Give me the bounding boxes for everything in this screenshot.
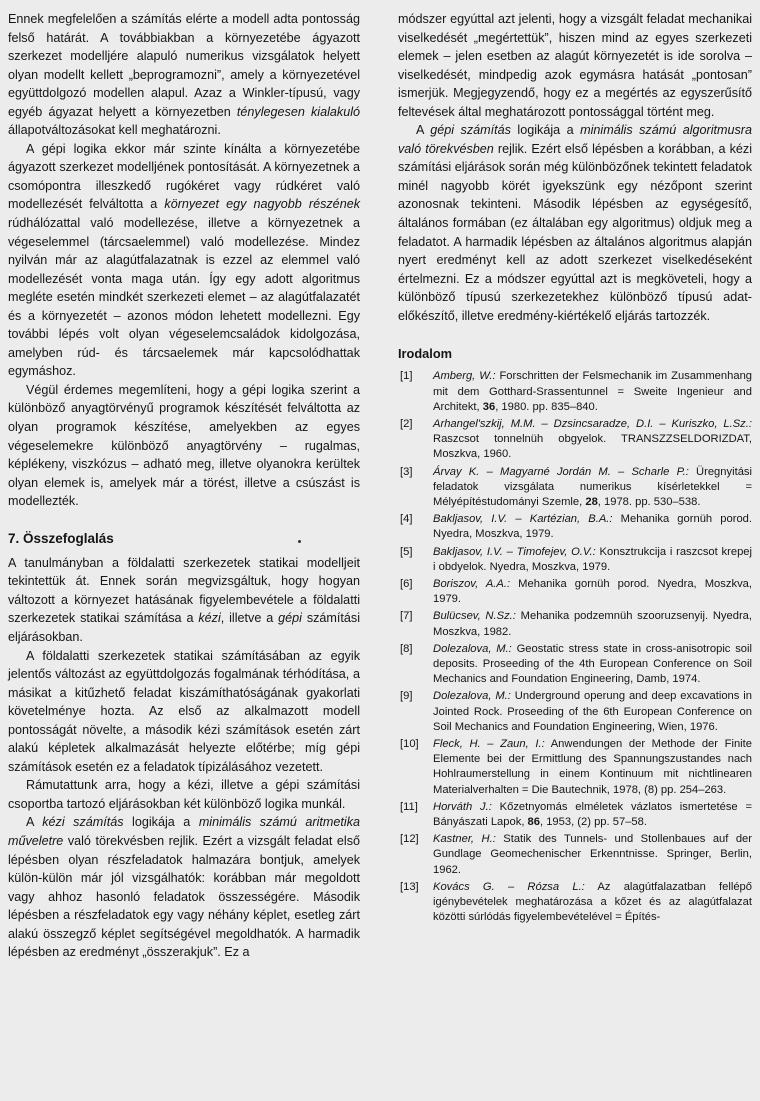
reference-number: [5] xyxy=(400,545,413,558)
reference-tail: , 1978. pp. 530–538. xyxy=(597,495,701,508)
text-run: A tanulmányban a földalatti szerkezetek statikai modelljeit tekintettük át. Ennek során megvizsgáltuk, hogy hogyan változott a környezet hatásának figyelembevétele a földalatti szerkezetek statikai számítása a xyxy=(8,555,360,626)
reference-text: Statik des Tunnels- und Stollenbaues auf der Gundlage Geomechenischer Erkenntnisse. Springer, Berlin, 1962. xyxy=(433,833,753,876)
reference-volume: 36 xyxy=(482,400,496,413)
reference-item xyxy=(398,880,752,926)
reference-text: Raszcsot tonnelnüh obgyelok. TRANSZZSELDORIZDAT, Moszkva, 1960. xyxy=(433,433,752,461)
reference-tail: , 1953, (2) pp. 57–58. xyxy=(539,815,647,828)
paragraph: A földalatti szerkezetek statikai számításában az egyik jelentős változást az együttdolgozás fogalmának térhódítása, a másikat a kitűzhető feladat kiszámíthatóságának gyakorlati követelménye hozta. Az első az alkalmazott modell pontosságát növelte, a második kézi számítások esetén zárt alakú képletek alkalmazását helyezte előtérbe; míg gépi számítások esetén ez a feladatok típizálásához vezetett. xyxy=(8,648,360,774)
reference-number: [8] xyxy=(400,642,413,655)
reference-author: Kovács G. – Rózsa L.: xyxy=(433,880,585,893)
reference-number: [3] xyxy=(400,465,413,478)
reference-text: Forschritten der Felsmechanik im Zusammenhang mit dem Gotthard-Srassentunnel = Sweite Ingenieur and Architekt, xyxy=(433,370,753,413)
stray-dot xyxy=(298,540,301,543)
paragraph xyxy=(398,121,752,325)
reference-volume: 28 xyxy=(585,495,598,508)
reference-number: [4] xyxy=(400,513,413,526)
reference-author: Bulücsev, N.Sz.: xyxy=(433,610,516,623)
reference-author: Dolezalova, M.: xyxy=(433,690,511,703)
reference-item xyxy=(398,642,752,688)
paragraph: Végül érdemes megemlíteni, hogy a gépi logika szerint a különböző anyagtörvényű programok készítését felváltotta az olyan programok készítése, amelyekben az egyes végeselemekre különböző anyagtörvény – rugalmas, képlékeny, viszkózus – adható meg, illetve olyanokra kerültek olyan elemek is, amelyek már a törést, illetve a csúszást is modellezték. xyxy=(8,382,360,509)
reference-item xyxy=(398,800,752,830)
text-run: állapotváltozásokat kell meghatározni. xyxy=(8,123,221,138)
reference-list xyxy=(398,369,752,925)
reference-item xyxy=(398,689,752,735)
text-run: való törekvésben rejlik. Ezért a vizsgált feladat első lépésben olyan részfeladatok halmazára bontjuk, amelyek külön-külön már jól vizsgálhatók: korábban már megoldott vagy ahhoz hasonló feladatok összességére. Második lépésben a részfeladatok egy vagy néhány képlet, esetleg zárt alakú összegző képlet segítségével megoldhatók. A harmadik lépésben az eredményt „összerakjuk”. Ez a xyxy=(8,833,360,960)
reference-number: [9] xyxy=(400,690,413,703)
reference-number: [7] xyxy=(400,610,413,623)
reference-text: Konsztrukcija i raszcsot krepej i obdyelok. Nyedra, Moszkva, 1979. xyxy=(433,545,752,573)
reference-number: [13] xyxy=(400,880,419,893)
reference-author: Bakljasov, I.V. – Timofejev, O.V.: xyxy=(433,545,596,558)
reference-author: Horváth J.: xyxy=(433,800,492,813)
emphasis: kézi xyxy=(198,611,221,626)
paragraph: módszer egyúttal azt jelenti, hogy a vizsgált feladat mechanikai viselkedését „megértettük”, hiszen mind az egyes szerkezeti elemek – jelen esetben az alagút környezetét is ide sorolva – viselkedését, mindpedig azok egymásra hatását „pontosan” ismerjük. Megjegyzendő, hogy ez a megértés az egyszerűsítő feltevések által meghatározott pontossággal történt meg. xyxy=(398,12,752,119)
text-run: rúdhálózattal való modellezése, illetve a környezetnek a végeselemmel (tárcsaelemmel) való modellezése. Mindez nyilván már az alagútfalazatnak is ezzel az elemmel való modellezését vonta maga után. Így egy adott algoritmus megléte esetén mindkét szerkezeti elemet – az alagútfalazatét és a környezetét – azonos módon lehetett modellezni. Egy további lépés volt olyan végeselemcsaládok kidolgozása, amelyben rúd- és tárcsaelemek már kapcsolódhattak egymáshoz. xyxy=(8,216,360,379)
reference-number: [12] xyxy=(400,833,419,846)
text-run: logikája a xyxy=(510,123,581,138)
left-column xyxy=(8,10,360,962)
emphasis: környezet egy nagyobb részének xyxy=(164,197,360,212)
text-run: A gépi logika ekkor már szinte kínálta a környezetébe ágyazott szerkezet modelljének pontosítását. A környezetnek a csomópontra illeszkedő rugókéret vagy rúdkéret való modellezését felváltotta a xyxy=(8,141,360,212)
emphasis: kézi számítás xyxy=(42,815,124,830)
reference-text: Mehanika gornüh porod. Nyedra, Moszkva, 1979. xyxy=(433,577,752,606)
text-run: számítási eljárásokban. xyxy=(8,611,361,644)
paragraph xyxy=(8,554,360,647)
reference-author: Kastner, H.: xyxy=(433,833,496,846)
text-run: , illetve a xyxy=(220,611,279,626)
reference-author: Árvay K. – Magyarné Jordán M. – Scharle P.: xyxy=(433,465,689,478)
text-run: logikája a xyxy=(123,815,199,830)
right-column xyxy=(398,10,752,927)
paragraph xyxy=(8,140,360,381)
reference-text: Kőzetnyomás elméletek vázlatos ismertetése = Bányászati Lapok, xyxy=(433,800,752,828)
reference-tail: , 1980. pp. 835–840. xyxy=(495,400,598,413)
paragraph xyxy=(8,10,360,140)
reference-item xyxy=(398,512,752,542)
reference-text: Mehanika gornüh porod. Nyedra, Moszkva, 1979. xyxy=(433,513,752,541)
reference-item xyxy=(398,609,752,639)
reference-number: [10] xyxy=(400,737,419,750)
emphasis: ténylegesen kialakuló xyxy=(236,104,360,119)
text-run: Ennek megfelelően a számítás elérte a modell adta pontosság felső határát. A továbbiakban a környezetébe ágyazott szerkezet modelljére alapuló numerikus vizsgálatok helyett olyan modellt kellett „beprogramozni”, amely a környezetével együttdolgozó modellen alapul. Azaz a Winkler-típusú, vagy egyéb ágyazat helyett a környezetben xyxy=(8,12,360,119)
text-run: A xyxy=(26,815,43,830)
text-run: A xyxy=(416,123,431,138)
reference-number: [2] xyxy=(400,417,413,430)
section-heading: 7. Összefoglalás xyxy=(8,530,114,546)
reference-number: [6] xyxy=(400,577,413,590)
emphasis: minimális számú aritmetika műveletre xyxy=(8,815,360,848)
reference-item xyxy=(398,737,752,798)
references-heading: Irodalom xyxy=(398,346,453,362)
reference-text: Geostatic stress state in cross-anisotropic soil deposits. Proseeding of the 4th European Conference on Soil Mechanics and Foundation Engineering, Damb, 1974. xyxy=(433,642,752,686)
reference-volume: 86 xyxy=(527,815,540,828)
reference-text: Mehanika podzemnüh szooruzsenyij. Nyedra, Moszkva, 1982. xyxy=(433,610,752,638)
paragraph: Rámutattunk arra, hogy a kézi, illetve a gépi számítási csoportba tartozó eljárásokban két különböző logika munkál. xyxy=(8,778,360,811)
reference-number: [11] xyxy=(400,800,418,813)
paragraph xyxy=(8,813,360,961)
reference-item xyxy=(398,465,752,511)
emphasis: gépi számítás xyxy=(430,123,511,138)
reference-author: Bakljasov, I.V. – Kartézian, B.A.: xyxy=(433,513,613,526)
reference-text: Underground operung and deep excavations in Jointed Rock. Proseeding of the 6th European Conference on Soil Mechanics and Foundation Engineering, Wien, 1976. xyxy=(433,690,752,733)
reference-text: Az alagútfalazatban fellépő igénybevételek meghatározása a kőzet és az alagútfalazat közötti súrlódás figyelembevételével = Építés- xyxy=(433,880,752,924)
reference-item xyxy=(398,545,752,575)
reference-author: Fleck, H. – Zaun, I.: xyxy=(433,737,545,750)
reference-author: Dolezalova, M.: xyxy=(433,642,512,655)
reference-author: Amberg, W.: xyxy=(433,370,496,383)
reference-author: Arhangel'szkij, M.M. – Dzsincsaradze, D.I. – Kuriszko, L.Sz.: xyxy=(433,417,752,430)
text-run: rejlik. Ezért első lépésben a korábban, a kézi számítási eljárások során még különbözőnek tekintett feladatok minél nagyobb körét igyekszünk egy nézőpont szerint azonosnak tekinteni. Második lépésben az egységesítő, általános formában (ez általában egy algoritmus) oldjuk meg a feladatot. A harmadik lépésben az általános algoritmus alapján nyert eredményt kell az adott szerkezet viselkedéseként értelmezni. Ez a módszer egyúttal azt is megköveteli, hogy a különböző típusú szerkezetekhez különböző típusú adat-előkészítő, illetve eredmény-kiértékelő eljárás tartozzék. xyxy=(398,141,752,323)
reference-author: Boriszov, A.A.: xyxy=(433,577,511,590)
reference-item xyxy=(398,417,752,463)
reference-item xyxy=(398,369,752,415)
reference-item xyxy=(398,832,752,878)
reference-number: [1] xyxy=(400,370,413,383)
reference-item xyxy=(398,577,752,607)
reference-text: Üregnyitási feladatok vizsgálata numerikus kísérletekkel = Mélyépítéstudományi Szemle, xyxy=(433,465,752,508)
reference-text: Anwendungen der Methode der Finite Elemente bei der Ermittlung des Spannungszustandes nach Hohlraumerstellung in einem Kontinuum mit nichtlinearen Materialverhalten = Die Bautechnik, 1978, (8) pp. 254–263. xyxy=(433,737,752,796)
emphasis: minimális számú algoritmusra való törekvésben xyxy=(398,123,752,156)
emphasis: gépi xyxy=(278,611,302,626)
